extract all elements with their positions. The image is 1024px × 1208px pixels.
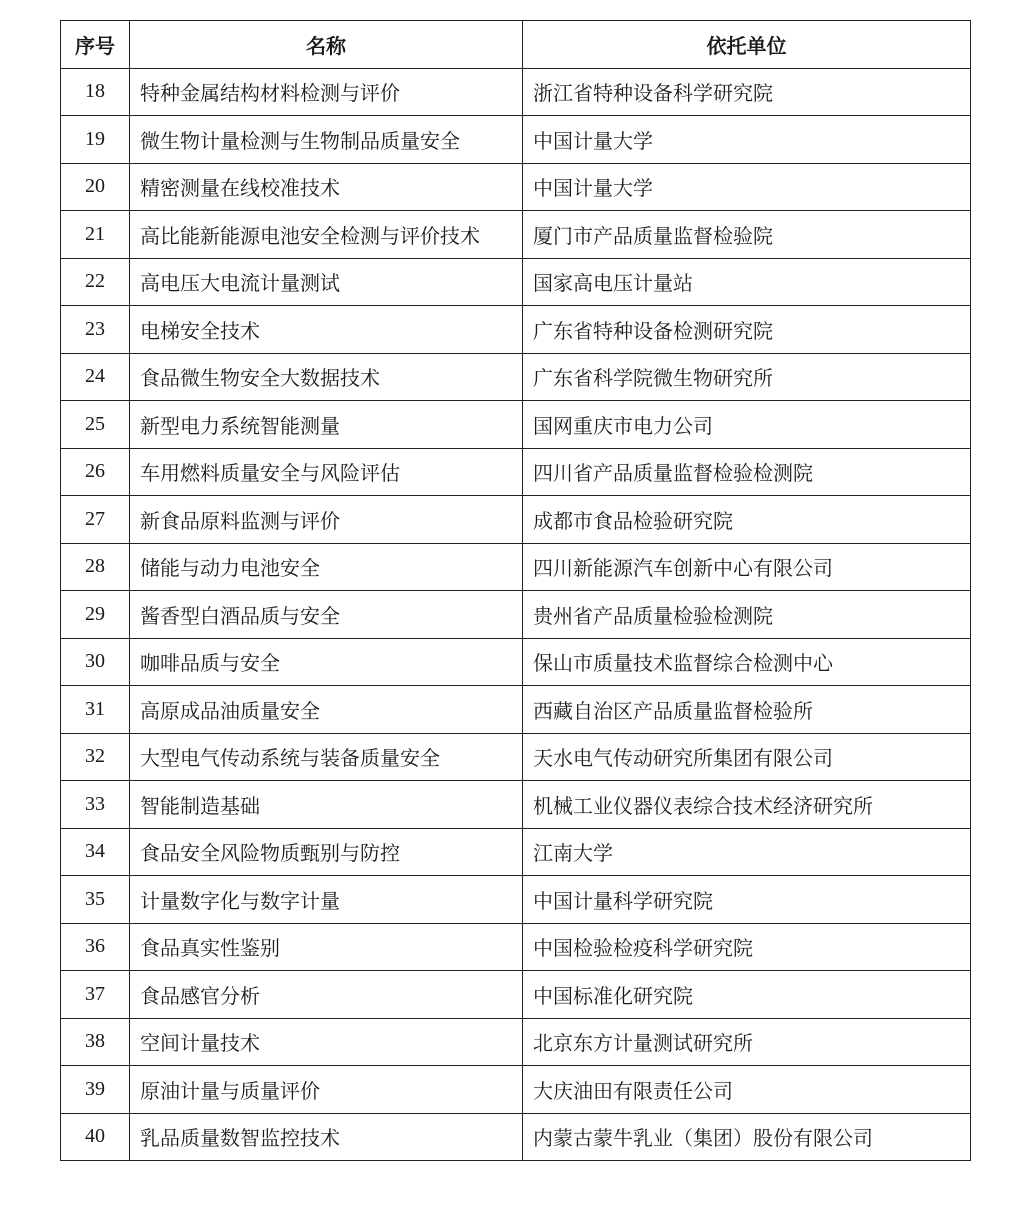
header-org: 依托单位 — [523, 21, 971, 69]
row-org-cell: 贵州省产品质量检验检测院 — [523, 591, 971, 639]
row-org-cell: 四川省产品质量监督检验检测院 — [523, 448, 971, 496]
row-number-cell: 32 — [61, 733, 130, 781]
table-row — [61, 258, 971, 306]
row-name-cell: 食品安全风险物质甄别与防控 — [130, 828, 523, 876]
row-number-cell: 18 — [61, 68, 130, 116]
row-number-cell: 23 — [61, 306, 130, 354]
table-row — [61, 543, 971, 591]
row-name-cell: 新型电力系统智能测量 — [130, 401, 523, 449]
row-number-cell: 28 — [61, 543, 130, 591]
row-org-cell: 机械工业仪器仪表综合技术经济研究所 — [523, 781, 971, 829]
row-name-cell: 计量数字化与数字计量 — [130, 876, 523, 924]
row-number-cell: 35 — [61, 876, 130, 924]
row-org-cell: 成都市食品检验研究院 — [523, 496, 971, 544]
row-org-cell: 国网重庆市电力公司 — [523, 401, 971, 449]
row-name-cell: 原油计量与质量评价 — [130, 1066, 523, 1114]
row-name-cell: 储能与动力电池安全 — [130, 543, 523, 591]
row-number-cell: 25 — [61, 401, 130, 449]
row-name-cell: 乳品质量数智监控技术 — [130, 1113, 523, 1161]
row-number-cell: 31 — [61, 686, 130, 734]
row-number-cell: 36 — [61, 923, 130, 971]
table-row — [61, 733, 971, 781]
row-org-cell: 西藏自治区产品质量监督检验所 — [523, 686, 971, 734]
table-row — [61, 306, 971, 354]
row-number-cell: 22 — [61, 258, 130, 306]
row-name-cell: 高电压大电流计量测试 — [130, 258, 523, 306]
row-org-cell: 江南大学 — [523, 828, 971, 876]
table-row — [61, 448, 971, 496]
header-name: 名称 — [130, 21, 523, 69]
row-name-cell: 高比能新能源电池安全检测与评价技术 — [130, 211, 523, 259]
table-row — [61, 686, 971, 734]
row-number-cell: 34 — [61, 828, 130, 876]
table-row — [61, 1113, 971, 1161]
row-name-cell: 食品感官分析 — [130, 971, 523, 1019]
row-org-cell: 中国标准化研究院 — [523, 971, 971, 1019]
table-row — [61, 163, 971, 211]
table-row — [61, 401, 971, 449]
row-number-cell: 37 — [61, 971, 130, 1019]
table-row — [61, 1018, 971, 1066]
table-row — [61, 1066, 971, 1114]
table-row — [61, 876, 971, 924]
row-org-cell: 中国计量科学研究院 — [523, 876, 971, 924]
table-row — [61, 68, 971, 116]
row-org-cell: 天水电气传动研究所集团有限公司 — [523, 733, 971, 781]
row-org-cell: 广东省特种设备检测研究院 — [523, 306, 971, 354]
row-name-cell: 酱香型白酒品质与安全 — [130, 591, 523, 639]
row-org-cell: 保山市质量技术监督综合检测中心 — [523, 638, 971, 686]
table-row — [61, 638, 971, 686]
row-number-cell: 24 — [61, 353, 130, 401]
row-number-cell: 27 — [61, 496, 130, 544]
row-number-cell: 33 — [61, 781, 130, 829]
table-body — [61, 68, 971, 1161]
row-number-cell: 19 — [61, 116, 130, 164]
header-no: 序号 — [61, 21, 130, 69]
row-org-cell: 浙江省特种设备科学研究院 — [523, 68, 971, 116]
row-number-cell: 30 — [61, 638, 130, 686]
row-name-cell: 特种金属结构材料检测与评价 — [130, 68, 523, 116]
row-org-cell: 内蒙古蒙牛乳业（集团）股份有限公司 — [523, 1113, 971, 1161]
table-row — [61, 828, 971, 876]
row-name-cell: 车用燃料质量安全与风险评估 — [130, 448, 523, 496]
row-org-cell: 北京东方计量测试研究所 — [523, 1018, 971, 1066]
table-row — [61, 591, 971, 639]
row-name-cell: 新食品原料监测与评价 — [130, 496, 523, 544]
table-row — [61, 923, 971, 971]
row-name-cell: 咖啡品质与安全 — [130, 638, 523, 686]
table-row — [61, 353, 971, 401]
row-number-cell: 21 — [61, 211, 130, 259]
table-header — [61, 21, 971, 69]
row-number-cell: 20 — [61, 163, 130, 211]
table-row — [61, 211, 971, 259]
row-name-cell: 智能制造基础 — [130, 781, 523, 829]
row-number-cell: 39 — [61, 1066, 130, 1114]
institution-table — [60, 20, 971, 1161]
row-org-cell: 中国检验检疫科学研究院 — [523, 923, 971, 971]
row-org-cell: 中国计量大学 — [523, 116, 971, 164]
table-row — [61, 496, 971, 544]
header-row — [61, 21, 971, 69]
row-org-cell: 厦门市产品质量监督检验院 — [523, 211, 971, 259]
row-org-cell: 四川新能源汽车创新中心有限公司 — [523, 543, 971, 591]
table-row — [61, 781, 971, 829]
row-name-cell: 电梯安全技术 — [130, 306, 523, 354]
row-name-cell: 精密测量在线校准技术 — [130, 163, 523, 211]
table-row — [61, 971, 971, 1019]
row-name-cell: 食品真实性鉴别 — [130, 923, 523, 971]
row-name-cell: 食品微生物安全大数据技术 — [130, 353, 523, 401]
row-org-cell: 中国计量大学 — [523, 163, 971, 211]
row-name-cell: 微生物计量检测与生物制品质量安全 — [130, 116, 523, 164]
row-name-cell: 空间计量技术 — [130, 1018, 523, 1066]
row-org-cell: 广东省科学院微生物研究所 — [523, 353, 971, 401]
row-org-cell: 大庆油田有限责任公司 — [523, 1066, 971, 1114]
row-number-cell: 29 — [61, 591, 130, 639]
row-org-cell: 国家高电压计量站 — [523, 258, 971, 306]
row-number-cell: 26 — [61, 448, 130, 496]
row-number-cell: 38 — [61, 1018, 130, 1066]
row-name-cell: 高原成品油质量安全 — [130, 686, 523, 734]
table-row — [61, 116, 971, 164]
row-name-cell: 大型电气传动系统与装备质量安全 — [130, 733, 523, 781]
row-number-cell: 40 — [61, 1113, 130, 1161]
